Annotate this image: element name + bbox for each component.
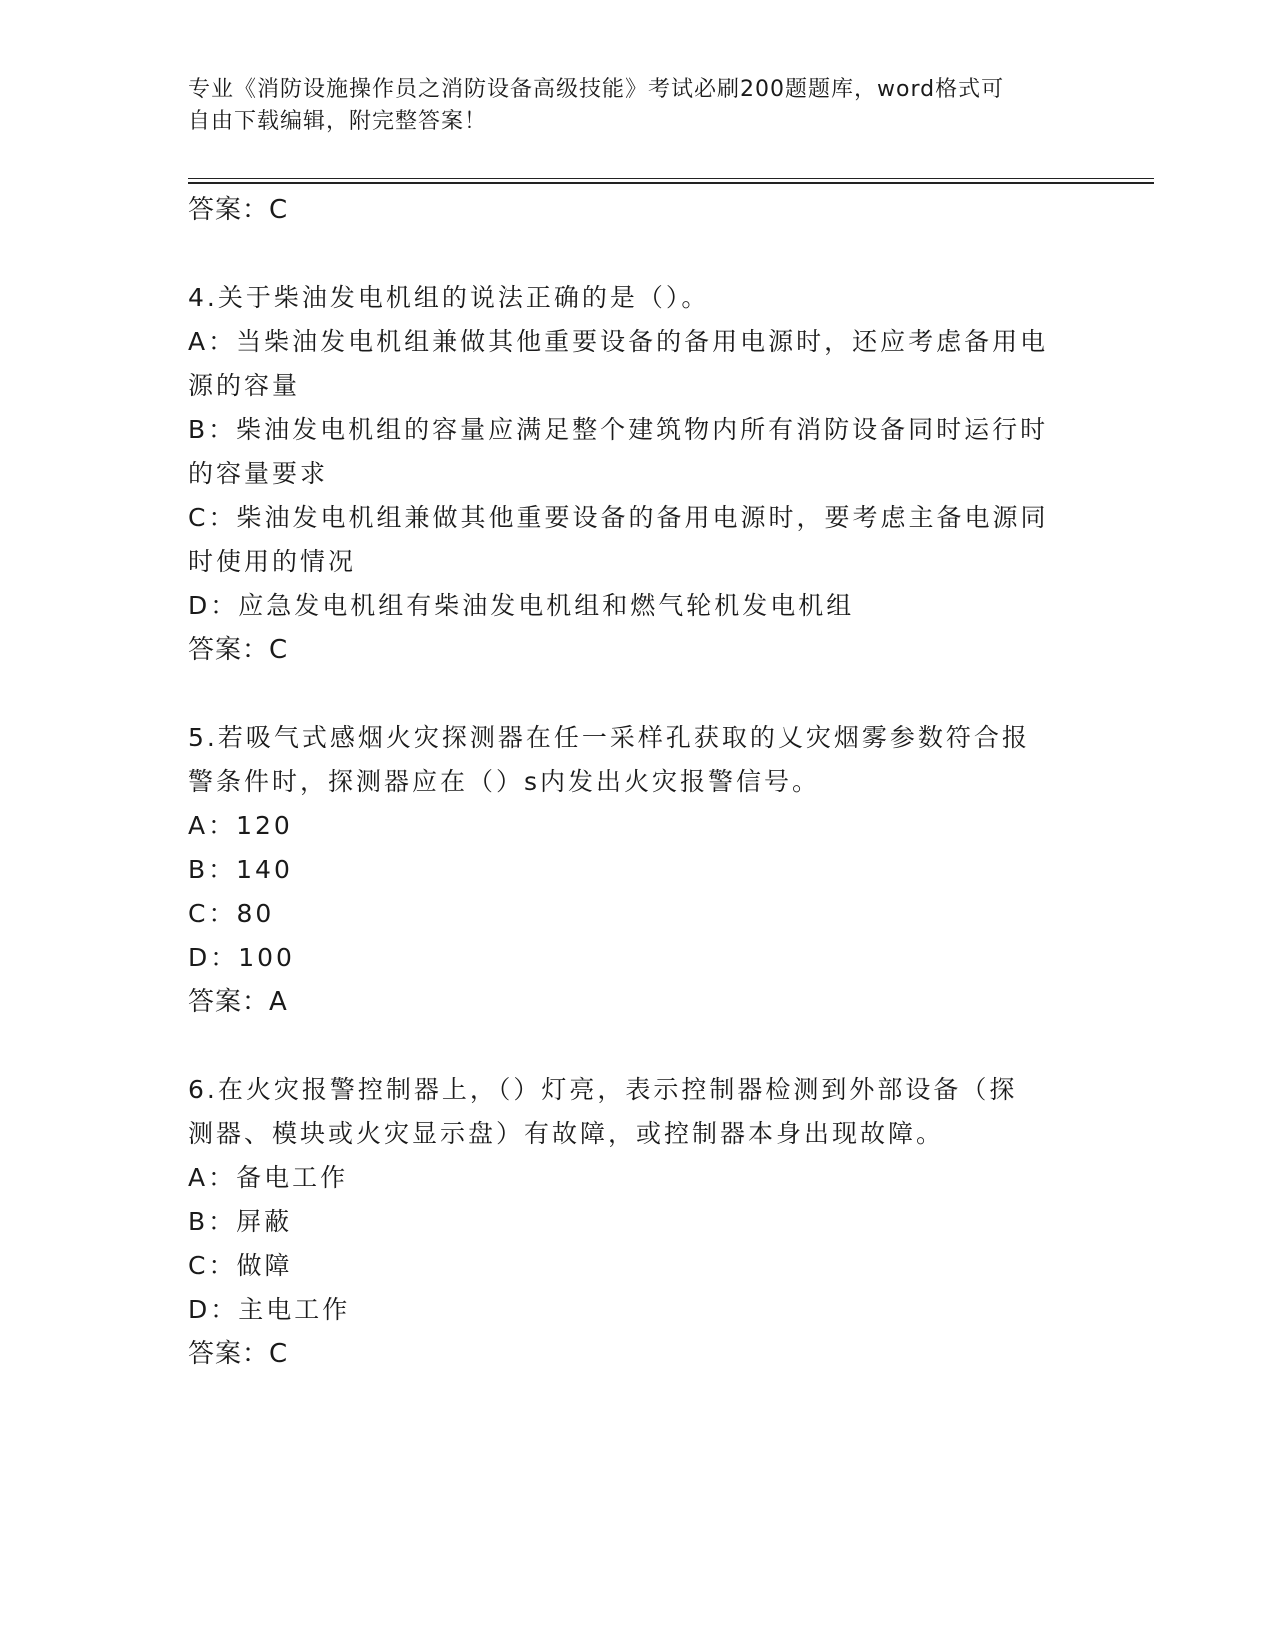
- question-5-stem-line-2: 警条件时，探测器应在（）s内发出火灾报警信号。: [188, 767, 821, 796]
- question-4-option-a-line-2: 源的容量: [188, 371, 301, 400]
- question-6-option-b: B：屏蔽: [188, 1207, 293, 1236]
- question-5-stem-line-1: 5.若吸气式感烟火灾探测器在任一采样孔获取的乂灾烟雾参数符合报: [188, 723, 1030, 752]
- question-6-stem-line-2: 测器、模块或火灾显示盘）有故障，或控制器本身出现故障。: [188, 1119, 945, 1148]
- question-6-answer: 答案：C: [188, 1339, 289, 1369]
- question-5-option-b: B：140: [188, 855, 293, 884]
- question-4-option-b-line-2: 的容量要求: [188, 459, 329, 488]
- question-5-option-d: D：100: [188, 943, 295, 972]
- header-rule-thick: [188, 182, 1154, 184]
- question-4-option-b-line-1: B：柴油发电机组的容量应满足整个建筑物内所有消防设备同时运行时: [188, 415, 1049, 444]
- question-5-option-c: C：80: [188, 899, 275, 928]
- question-4-stem-line-1: 4.关于柴油发电机组的说法正确的是（）。: [188, 283, 710, 312]
- document-header: [188, 74, 1068, 138]
- header-line-1: 专业《消防设施操作员之消防设备高级技能》考试必刷200题题库，word格式可: [188, 77, 1005, 102]
- answer-line: 答案：C: [188, 195, 289, 225]
- question-6-option-a: A：备电工作: [188, 1163, 349, 1192]
- question-4-option-c-line-2: 时使用的情况: [188, 547, 357, 576]
- question-4-option-d-line-1: D：应急发电机组有柴油发电机组和燃气轮机发电机组: [188, 591, 855, 620]
- question-6-option-d: D：主电工作: [188, 1295, 351, 1324]
- question-4-option-c-line-1: C：柴油发电机组兼做其他重要设备的备用电源时，要考虑主备电源同: [188, 503, 1049, 532]
- question-4-option-a-line-1: A：当柴油发电机组兼做其他重要设备的备用电源时，还应考虑备用电: [188, 327, 1049, 356]
- question-4-answer: 答案：C: [188, 635, 289, 665]
- header-line-2: 自由下载编辑，附完整答案！: [188, 109, 488, 134]
- question-6-stem-line-1: 6.在火灾报警控制器上，（）灯亮，表示控制器检测到外部设备（探: [188, 1075, 1018, 1104]
- question-5-option-a: A：120: [188, 811, 293, 840]
- question-5-answer: 答案：A: [188, 987, 288, 1017]
- question-6-option-c: C：做障: [188, 1251, 293, 1280]
- header-rule-thin: [188, 178, 1154, 179]
